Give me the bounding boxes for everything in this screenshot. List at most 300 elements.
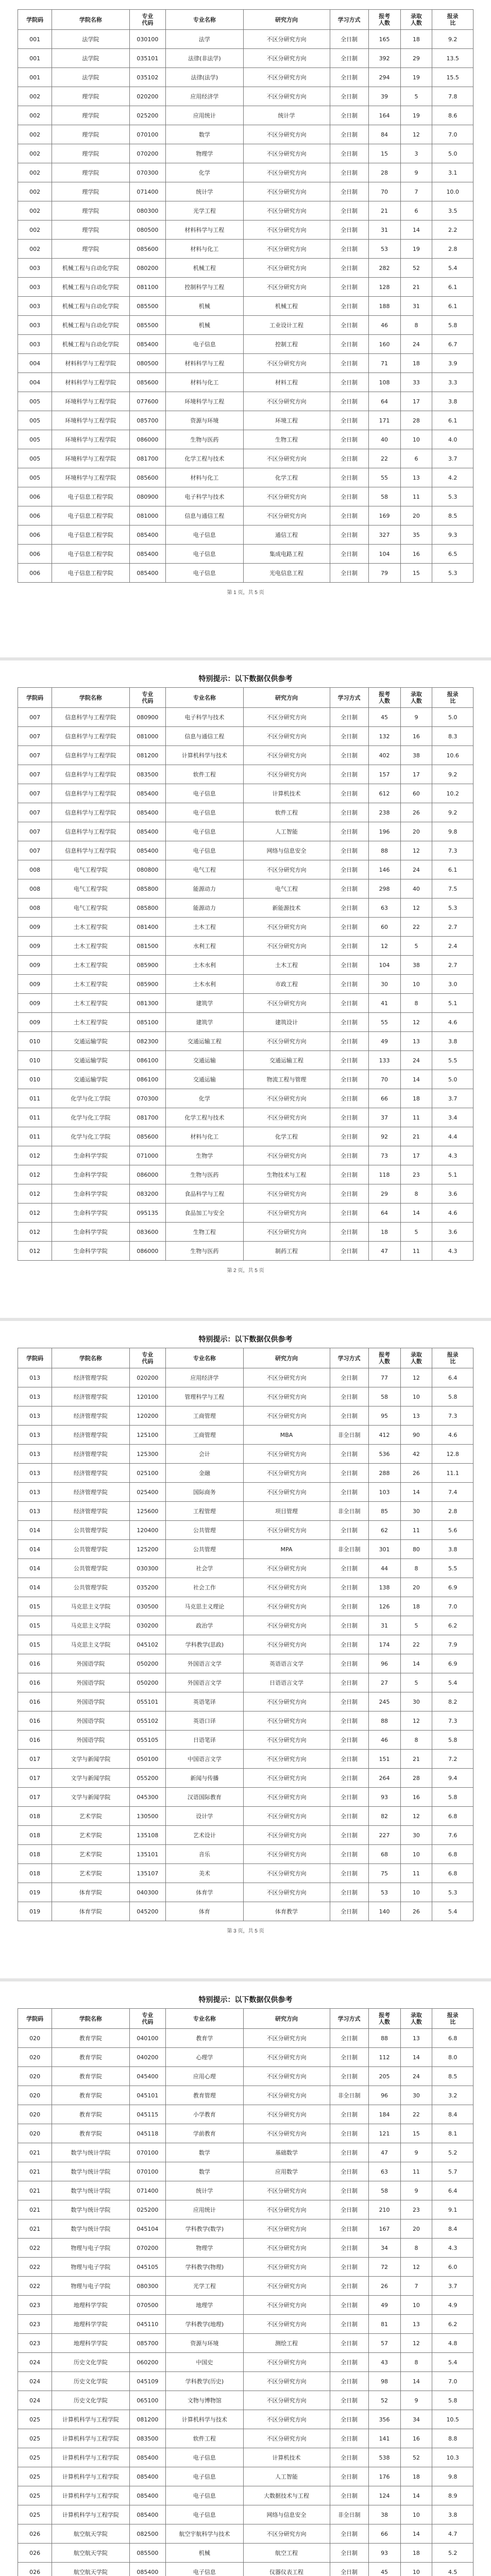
cell-college-name: 计算机科学与工程学院 — [52, 2486, 129, 2505]
cell-research-direction: 新能源技术 — [243, 899, 330, 918]
cell-major-name: 生物与医药 — [166, 430, 243, 449]
cell-college-name: 土木工程学院 — [52, 937, 129, 956]
page-title: 特别提示：以下数据仅供参考 — [198, 1995, 293, 2004]
cell-college-name: 地理科学学院 — [52, 2296, 129, 2315]
cell-ratio: 8.1 — [432, 2124, 473, 2143]
cell-research-direction: 日语语言文学 — [243, 1673, 330, 1692]
cell-ratio: 6.2 — [432, 2315, 473, 2334]
cell-study-mode: 全日制 — [330, 1368, 368, 1387]
cell-major-name: 土木水利 — [166, 956, 243, 975]
cell-admitted: 19 — [400, 240, 432, 259]
cell-study-mode: 全日制 — [330, 2486, 368, 2505]
cell-major-name: 食品加工与安全 — [166, 1204, 243, 1223]
cell-major-name: 公共管理 — [166, 1521, 243, 1540]
cell-college-code: 003 — [18, 316, 52, 335]
cell-ratio: 6.5 — [432, 545, 473, 564]
cell-college-code: 010 — [18, 1032, 52, 1051]
cell-admitted: 10 — [400, 2563, 432, 2576]
table-row — [18, 106, 473, 125]
cell-applicants: 45 — [368, 2563, 400, 2576]
table-row — [18, 2544, 473, 2563]
cell-ratio: 7.2 — [432, 1750, 473, 1769]
cell-admitted: 5 — [400, 1223, 432, 1242]
cell-study-mode: 全日制 — [330, 1242, 368, 1261]
table-row — [18, 1165, 473, 1184]
cell-college-name: 理学院 — [52, 163, 129, 182]
cell-college-name: 数学与统计学院 — [52, 2219, 129, 2239]
cell-college-name: 信息科学与工程学院 — [52, 784, 129, 803]
cell-study-mode: 非全日制 — [330, 2505, 368, 2524]
cell-major-code: 125300 — [129, 1445, 166, 1464]
table-row — [18, 2353, 473, 2372]
cell-study-mode: 全日制 — [330, 1051, 368, 1070]
cell-admitted: 9 — [400, 2143, 432, 2162]
cell-ratio: 9.2 — [432, 765, 473, 784]
cell-major-name: 心理学 — [166, 2048, 243, 2067]
cell-applicants: 31 — [368, 221, 400, 240]
cell-study-mode: 全日制 — [330, 1654, 368, 1673]
table-row — [18, 746, 473, 765]
cell-admitted: 17 — [400, 392, 432, 411]
cell-applicants: 58 — [368, 1387, 400, 1406]
table-row — [18, 297, 473, 316]
cell-college-code: 024 — [18, 2391, 52, 2410]
cell-major-code: 045105 — [129, 2258, 166, 2277]
cell-admitted: 13 — [400, 2315, 432, 2334]
table-row — [18, 1845, 473, 1864]
cell-study-mode: 全日制 — [330, 956, 368, 975]
cell-ratio: 10.5 — [432, 2410, 473, 2429]
cell-ratio: 7.0 — [432, 2372, 473, 2391]
table-row — [18, 2448, 473, 2467]
cell-major-code: 085500 — [129, 316, 166, 335]
cell-research-direction: 大数据技术与工程 — [243, 2486, 330, 2505]
cell-study-mode: 全日制 — [330, 1127, 368, 1146]
table-row — [18, 144, 473, 163]
cell-admitted: 18 — [400, 1089, 432, 1108]
cell-admitted: 22 — [400, 1635, 432, 1654]
cell-study-mode: 全日制 — [330, 30, 368, 49]
cell-ratio: 6.1 — [432, 860, 473, 879]
column-header-college-code: 学院码 — [18, 1348, 52, 1368]
cell-ratio: 3.0 — [432, 975, 473, 994]
cell-major-name: 土木水利 — [166, 975, 243, 994]
cell-ratio: 3.8 — [432, 1540, 473, 1559]
cell-major-code: 020200 — [129, 87, 166, 106]
cell-research-direction: 不区分研究方向 — [243, 1089, 330, 1108]
cell-college-code: 025 — [18, 2505, 52, 2524]
cell-ratio: 3.2 — [432, 2086, 473, 2105]
cell-admitted: 24 — [400, 335, 432, 354]
cell-college-code: 016 — [18, 1692, 52, 1711]
cell-ratio: 5.4 — [432, 1673, 473, 1692]
cell-major-code: 085500 — [129, 2544, 166, 2563]
cell-research-direction: 集成电路工程 — [243, 545, 330, 564]
cell-research-direction: 不区分研究方向 — [243, 1108, 330, 1127]
table-row — [18, 2429, 473, 2448]
cell-study-mode: 全日制 — [330, 545, 368, 564]
cell-research-direction: 不区分研究方向 — [243, 1616, 330, 1635]
cell-applicants: 73 — [368, 1146, 400, 1165]
cell-college-code: 020 — [18, 2067, 52, 2086]
cell-college-code: 021 — [18, 2219, 52, 2239]
cell-research-direction: 计算机技术 — [243, 784, 330, 803]
cell-major-name: 航空宇航科学与技术 — [166, 2524, 243, 2544]
cell-study-mode: 全日制 — [330, 2067, 368, 2086]
cell-research-direction: 不区分研究方向 — [243, 727, 330, 746]
cell-admitted: 6 — [400, 449, 432, 468]
cell-admitted: 12 — [400, 125, 432, 144]
cell-major-name: 能源动力 — [166, 879, 243, 899]
table-row — [18, 1032, 473, 1051]
cell-college-name: 数学与统计学院 — [52, 2181, 129, 2200]
column-header-study-mode: 学习方式 — [330, 1348, 368, 1368]
cell-major-name: 电子信息 — [166, 803, 243, 822]
cell-college-name: 历史文化学院 — [52, 2391, 129, 2410]
table-row — [18, 1387, 473, 1406]
cell-research-direction: 光电信息工程 — [243, 564, 330, 583]
column-header-research-direction: 研究方向 — [243, 2009, 330, 2029]
cell-major-code: 055101 — [129, 1692, 166, 1711]
cell-ratio: 10.6 — [432, 746, 473, 765]
cell-admitted: 8 — [400, 2353, 432, 2372]
cell-study-mode: 全日制 — [330, 803, 368, 822]
cell-college-name: 外国语学院 — [52, 1711, 129, 1731]
cell-college-code: 006 — [18, 487, 52, 506]
cell-major-code: 045110 — [129, 2315, 166, 2334]
cell-research-direction: 不区分研究方向 — [243, 1750, 330, 1769]
cell-study-mode: 全日制 — [330, 1769, 368, 1788]
cell-major-code: 050200 — [129, 1673, 166, 1692]
cell-college-code: 023 — [18, 2315, 52, 2334]
cell-ratio: 4.9 — [432, 2296, 473, 2315]
cell-applicants: 82 — [368, 1807, 400, 1826]
column-header-research-direction: 研究方向 — [243, 1348, 330, 1368]
cell-major-name: 学科教学(数学) — [166, 2219, 243, 2239]
cell-college-name: 法学院 — [52, 30, 129, 49]
cell-major-code: 030200 — [129, 1616, 166, 1635]
cell-ratio: 5.0 — [432, 1070, 473, 1089]
cell-college-code: 012 — [18, 1184, 52, 1204]
cell-applicants: 205 — [368, 2067, 400, 2086]
cell-applicants: 30 — [368, 975, 400, 994]
cell-study-mode: 全日制 — [330, 2239, 368, 2258]
cell-study-mode: 全日制 — [330, 2029, 368, 2048]
cell-research-direction: 控制工程 — [243, 335, 330, 354]
cell-study-mode: 全日制 — [330, 1032, 368, 1051]
cell-ratio: 6.8 — [432, 1807, 473, 1826]
cell-applicants: 392 — [368, 49, 400, 68]
cell-admitted: 16 — [400, 1788, 432, 1807]
cell-research-direction: 不区分研究方向 — [243, 2067, 330, 2086]
cell-applicants: 31 — [368, 1616, 400, 1635]
cell-applicants: 57 — [368, 2334, 400, 2353]
cell-applicants: 171 — [368, 411, 400, 430]
cell-college-name: 文学与新闻学院 — [52, 1750, 129, 1769]
cell-major-code: 030500 — [129, 1597, 166, 1616]
cell-major-name: 机械 — [166, 297, 243, 316]
cell-applicants: 96 — [368, 1654, 400, 1673]
cell-applicants: 121 — [368, 2124, 400, 2143]
cell-research-direction: 软件工程 — [243, 803, 330, 822]
cell-admitted: 18 — [400, 1597, 432, 1616]
cell-ratio: 6.9 — [432, 1654, 473, 1673]
table-row — [18, 1635, 473, 1654]
cell-research-direction: 不区分研究方向 — [243, 1883, 330, 1902]
cell-research-direction: 不区分研究方向 — [243, 1368, 330, 1387]
cell-admitted: 24 — [400, 860, 432, 879]
cell-applicants: 58 — [368, 487, 400, 506]
cell-college-code: 002 — [18, 125, 52, 144]
cell-admitted: 8 — [400, 994, 432, 1013]
cell-research-direction: 不区分研究方向 — [243, 163, 330, 182]
cell-major-code: 071400 — [129, 2181, 166, 2200]
cell-study-mode: 全日制 — [330, 1521, 368, 1540]
cell-ratio: 9.3 — [432, 526, 473, 545]
cell-research-direction: 不区分研究方向 — [243, 1559, 330, 1578]
cell-major-code: 120200 — [129, 1406, 166, 1426]
cell-college-code: 011 — [18, 1089, 52, 1108]
cell-admitted: 12 — [400, 841, 432, 860]
cell-study-mode: 全日制 — [330, 2048, 368, 2067]
cell-college-code: 020 — [18, 2048, 52, 2067]
cell-admitted: 29 — [400, 49, 432, 68]
cell-major-name: 应用心理 — [166, 2067, 243, 2086]
cell-ratio: 2.7 — [432, 956, 473, 975]
cell-research-direction: 不区分研究方向 — [243, 1788, 330, 1807]
cell-major-name: 物理学 — [166, 144, 243, 163]
table-row — [18, 2048, 473, 2067]
table-row — [18, 975, 473, 994]
cell-admitted: 52 — [400, 2448, 432, 2467]
cell-admitted: 18 — [400, 2544, 432, 2563]
cell-research-direction: 人工智能 — [243, 2467, 330, 2486]
cell-applicants: 138 — [368, 1578, 400, 1597]
table-row — [18, 1127, 473, 1146]
cell-applicants: 66 — [368, 1089, 400, 1108]
table-row — [18, 1883, 473, 1902]
table-row — [18, 221, 473, 240]
cell-major-code: 080500 — [129, 354, 166, 373]
table-row — [18, 1445, 473, 1464]
cell-study-mode: 全日制 — [330, 1731, 368, 1750]
cell-college-name: 法学院 — [52, 68, 129, 87]
cell-applicants: 84 — [368, 125, 400, 144]
cell-applicants: 49 — [368, 1032, 400, 1051]
table-row — [18, 1692, 473, 1711]
cell-college-name: 化学与化工学院 — [52, 1089, 129, 1108]
cell-study-mode: 全日制 — [330, 1826, 368, 1845]
cell-applicants: 70 — [368, 182, 400, 201]
cell-ratio: 5.0 — [432, 144, 473, 163]
cell-study-mode: 全日制 — [330, 1597, 368, 1616]
cell-major-name: 社会学 — [166, 1559, 243, 1578]
cell-major-code: 045101 — [129, 2086, 166, 2105]
cell-major-name: 生物与医药 — [166, 1242, 243, 1261]
cell-applicants: 85 — [368, 1502, 400, 1521]
cell-study-mode: 全日制 — [330, 1902, 368, 1921]
cell-ratio: 2.8 — [432, 240, 473, 259]
cell-major-name: 物理学 — [166, 2239, 243, 2258]
cell-ratio: 8.4 — [432, 2219, 473, 2239]
cell-applicants: 64 — [368, 1204, 400, 1223]
cell-major-name: 电子信息 — [166, 526, 243, 545]
column-header-applicants: 报考 人数 — [368, 10, 400, 30]
table-row — [18, 956, 473, 975]
column-header-admitted: 录取 人数 — [400, 10, 432, 30]
cell-study-mode: 全日制 — [330, 1711, 368, 1731]
cell-major-code: 085800 — [129, 899, 166, 918]
cell-ratio: 6.8 — [432, 2029, 473, 2048]
cell-major-code: 085400 — [129, 2563, 166, 2576]
cell-major-name: 体育 — [166, 1902, 243, 1921]
cell-research-direction: 不区分研究方向 — [243, 1146, 330, 1165]
cell-college-code: 009 — [18, 975, 52, 994]
cell-college-code: 002 — [18, 221, 52, 240]
cell-admitted: 18 — [400, 2467, 432, 2486]
table-row — [18, 1013, 473, 1032]
cell-research-direction: 不区分研究方向 — [243, 1731, 330, 1750]
cell-college-code: 024 — [18, 2372, 52, 2391]
cell-major-code: 070100 — [129, 125, 166, 144]
cell-research-direction: 不区分研究方向 — [243, 1406, 330, 1426]
cell-major-name: 学科教学(历史) — [166, 2372, 243, 2391]
cell-research-direction: 不区分研究方向 — [243, 449, 330, 468]
cell-ratio: 3.9 — [432, 354, 473, 373]
cell-ratio: 3.5 — [432, 201, 473, 221]
cell-study-mode: 全日制 — [330, 727, 368, 746]
cell-admitted: 9 — [400, 2391, 432, 2410]
cell-college-code: 007 — [18, 841, 52, 860]
cell-applicants: 288 — [368, 1464, 400, 1483]
cell-major-name: 工商管理 — [166, 1406, 243, 1426]
cell-applicants: 412 — [368, 1426, 400, 1445]
column-header-admitted: 录取 人数 — [400, 1348, 432, 1368]
cell-study-mode: 全日制 — [330, 125, 368, 144]
table-row — [18, 2029, 473, 2048]
cell-study-mode: 全日制 — [330, 506, 368, 526]
cell-applicants: 44 — [368, 1559, 400, 1578]
table-row — [18, 449, 473, 468]
cell-major-name: 教育管理 — [166, 2086, 243, 2105]
cell-ratio: 15.5 — [432, 68, 473, 87]
cell-college-name: 机械工程与自动化学院 — [52, 297, 129, 316]
table-row — [18, 1578, 473, 1597]
cell-applicants: 63 — [368, 899, 400, 918]
cell-applicants: 538 — [368, 2448, 400, 2467]
cell-ratio: 9.4 — [432, 1769, 473, 1788]
cell-applicants: 12 — [368, 937, 400, 956]
table-row — [18, 1242, 473, 1261]
cell-major-code: 125100 — [129, 1426, 166, 1445]
cell-study-mode: 全日制 — [330, 2334, 368, 2353]
cell-major-code: 125600 — [129, 1502, 166, 1521]
cell-admitted: 11 — [400, 1108, 432, 1127]
cell-research-direction: 不区分研究方向 — [243, 87, 330, 106]
table-row — [18, 2524, 473, 2544]
cell-admitted: 5 — [400, 87, 432, 106]
cell-major-name: 化学 — [166, 163, 243, 182]
cell-college-name: 理学院 — [52, 87, 129, 106]
cell-college-name: 电子信息工程学院 — [52, 564, 129, 583]
cell-study-mode: 全日制 — [330, 1616, 368, 1635]
cell-ratio: 7.3 — [432, 1711, 473, 1731]
cell-admitted: 13 — [400, 468, 432, 487]
cell-college-code: 018 — [18, 1845, 52, 1864]
table-row — [18, 1406, 473, 1426]
cell-major-code: 080900 — [129, 708, 166, 727]
cell-college-code: 005 — [18, 411, 52, 430]
cell-college-name: 理学院 — [52, 201, 129, 221]
cell-college-name: 理学院 — [52, 182, 129, 201]
cell-major-code: 085400 — [129, 784, 166, 803]
cell-admitted: 24 — [400, 1051, 432, 1070]
cell-admitted: 19 — [400, 106, 432, 125]
cell-study-mode: 全日制 — [330, 564, 368, 583]
table-row — [18, 1540, 473, 1559]
table-row — [18, 2086, 473, 2105]
cell-college-code: 016 — [18, 1731, 52, 1750]
table-row — [18, 1089, 473, 1108]
cell-major-name: 音乐 — [166, 1845, 243, 1864]
cell-college-name: 土木工程学院 — [52, 956, 129, 975]
cell-admitted: 14 — [400, 2048, 432, 2067]
cell-college-name: 计算机科学与工程学院 — [52, 2429, 129, 2448]
cell-study-mode: 全日制 — [330, 1845, 368, 1864]
cell-college-name: 化学与化工学院 — [52, 1127, 129, 1146]
cell-ratio: 3.1 — [432, 163, 473, 182]
cell-major-name: 电子信息 — [166, 784, 243, 803]
cell-ratio: 6.1 — [432, 297, 473, 316]
table-row — [18, 822, 473, 841]
cell-ratio: 3.3 — [432, 373, 473, 392]
cell-study-mode: 全日制 — [330, 316, 368, 335]
cell-admitted: 5 — [400, 1616, 432, 1635]
cell-major-name: 统计学 — [166, 182, 243, 201]
cell-admitted: 13 — [400, 2029, 432, 2048]
cell-admitted: 16 — [400, 545, 432, 564]
cell-college-code: 007 — [18, 746, 52, 765]
cell-college-code: 003 — [18, 278, 52, 297]
table-row — [18, 1426, 473, 1445]
cell-college-name: 地理科学学院 — [52, 2315, 129, 2334]
cell-applicants: 264 — [368, 1769, 400, 1788]
cell-admitted: 23 — [400, 2200, 432, 2219]
cell-research-direction: 不区分研究方向 — [243, 708, 330, 727]
cell-admitted: 8 — [400, 1731, 432, 1750]
cell-major-code: 085700 — [129, 2334, 166, 2353]
cell-ratio: 4.0 — [432, 430, 473, 449]
cell-major-name: 艺术设计 — [166, 1826, 243, 1845]
cell-major-name: 计算机科学与技术 — [166, 2410, 243, 2429]
document-page — [0, 1981, 491, 2576]
cell-applicants: 140 — [368, 1902, 400, 1921]
cell-applicants: 71 — [368, 354, 400, 373]
cell-ratio: 3.8 — [432, 2505, 473, 2524]
cell-major-code: 085600 — [129, 373, 166, 392]
cell-research-direction: MBA — [243, 1426, 330, 1445]
cell-college-name: 机械工程与自动化学院 — [52, 259, 129, 278]
cell-study-mode: 全日制 — [330, 1807, 368, 1826]
cell-major-name: 材料与化工 — [166, 468, 243, 487]
cell-major-code: 085600 — [129, 468, 166, 487]
cell-applicants: 151 — [368, 1750, 400, 1769]
cell-college-code: 012 — [18, 1165, 52, 1184]
cell-major-name: 材料与化工 — [166, 373, 243, 392]
cell-college-code: 016 — [18, 1673, 52, 1692]
cell-applicants: 93 — [368, 2544, 400, 2563]
cell-major-code: 135101 — [129, 1845, 166, 1864]
